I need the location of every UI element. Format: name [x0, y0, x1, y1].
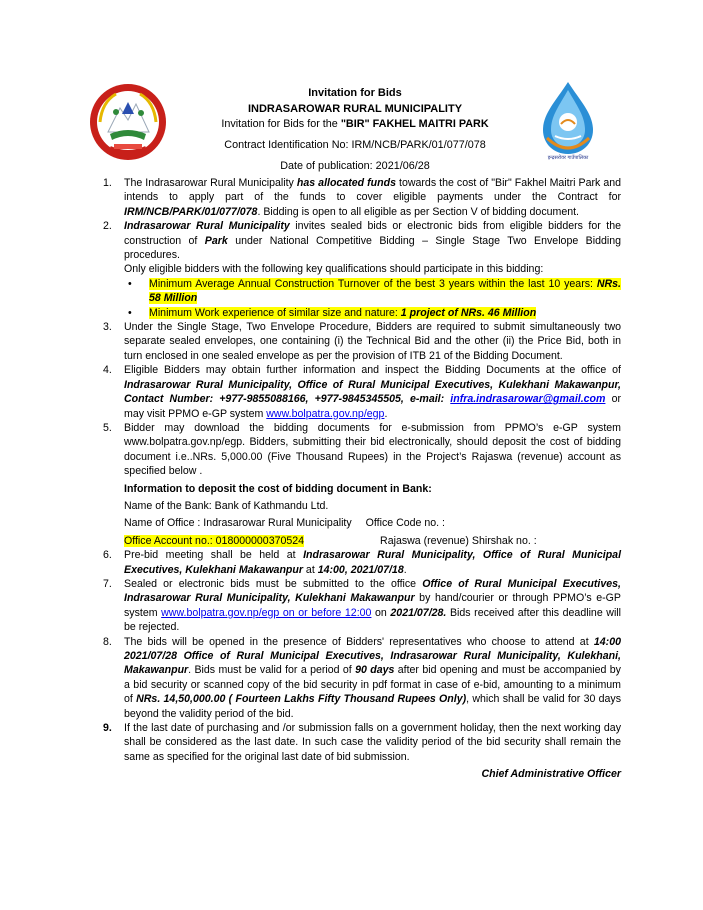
notice-title: Invitation for Bids	[308, 87, 402, 99]
text-run: , which shall be valid for 30 days beyond the validity period of the bid.	[124, 693, 622, 720]
text-run: invites sealed bids or electronic bids from eligible bidders for the construction of	[124, 220, 621, 247]
office-row	[124, 516, 621, 530]
item-text	[124, 176, 621, 219]
item-number: 8.	[103, 635, 112, 648]
list-item	[103, 577, 621, 635]
item-number: 3.	[103, 321, 112, 334]
text-run: .	[384, 407, 388, 420]
item-text	[124, 577, 621, 635]
list-item	[103, 635, 621, 721]
item-number: 6.	[103, 549, 112, 562]
subtitle-prefix: Invitation for Bids for the	[221, 118, 341, 130]
item-text	[124, 219, 621, 262]
list-item	[103, 421, 621, 548]
text-run: Under the Single Stage, Two Envelope Procedure, Bidders are required to submit simultaneously two separate sealed envelopes, one containing (i) the Technical Bid and the other (ii) the Price Bid, both in turn enclosed in one sealed envelope as per the provision of ITB 21 of the Bidding Document.	[124, 321, 621, 362]
item-text	[124, 635, 621, 721]
text-run: IRM/NCB/PARK/01/077/078	[124, 205, 258, 218]
text-run: Indrasarowar Rural Municipality	[124, 220, 290, 233]
text-run: NRs. 14,50,000.00 ( Fourteen Lakhs Fifty Thousand Rupees Only)	[136, 693, 467, 706]
text-run: 14:00, 2021/07/18	[317, 563, 404, 576]
bank-info-title: Information to deposit the cost of bidding document in Bank:	[124, 482, 432, 495]
text-run: by hand/courier or through PPMO’s e-GP system	[124, 592, 621, 619]
text-run: at	[302, 563, 318, 576]
contract-id: Contract Identification No: IRM/NCB/PARK/01/077/078	[224, 138, 486, 151]
text-run: NRs. 58 Million	[149, 277, 621, 305]
item-number: 7.	[103, 577, 112, 590]
text-run: Park	[204, 234, 228, 247]
project-name: "BIR" FAKHEL MAITRI PARK	[340, 118, 489, 130]
notice-subtitle	[170, 117, 540, 133]
text-run: has allocated funds	[296, 177, 396, 189]
item-text	[124, 320, 621, 363]
text-run: Minimum Work experience of similar size and nature:	[149, 306, 401, 319]
text-run: Office of Rural Municipal Executives, Indrasarowar Rural Municipality, Kulekhani Makawanpur	[124, 577, 621, 605]
government-emblem-icon	[86, 82, 170, 162]
text-run: Bidder may download the bidding documents for e-submission from PPMO’s e-GP system www.bolpatra.gov.np/egp. Bidders, submitting their bid electronically, should deposit the cost of bidding document i.e..NRs. 5,000.00 (Five Thousand Rupees) in the Project’s Rajaswa (revenue) account as specified below .	[124, 421, 621, 478]
text-run: after bid opening and must be accompanied by a bid security or scanned copy of the bid security in pdf format in case of e-bid, amounting to a minimum of	[124, 664, 621, 706]
item-text	[124, 721, 621, 764]
bullet-text	[149, 307, 536, 319]
text-run: Minimum Average Annual Construction Turnover of the best 3 years within the last 10 years:	[149, 277, 597, 290]
list-item	[103, 320, 621, 363]
text-run: or may visit PPMO e-GP system	[124, 393, 621, 420]
list-item	[103, 176, 621, 219]
text-run: The Indrasarowar Rural Municipality	[124, 177, 297, 189]
item-number: 5.	[103, 421, 112, 434]
list-item	[103, 548, 621, 577]
text-run: 90 days	[355, 664, 395, 677]
link-text[interactable]: infra.indrasarowar@gmail.com	[450, 393, 606, 406]
link-text[interactable]: www.bolpatra.gov.np/egp	[266, 407, 385, 420]
notice-header	[170, 86, 540, 175]
item-text	[124, 421, 621, 479]
text-run: Bids received after this deadline will be rejected.	[124, 606, 622, 634]
text-run: 1 project of NRs. 46 Million	[400, 306, 537, 319]
text-run: 14:00 2021/07/28 Office of Rural Municipal Executives, Indrasarowar Rural Municipality, Kulekhani, Makawanpur	[124, 635, 621, 677]
account-row	[124, 534, 621, 548]
item-text	[124, 548, 621, 577]
bullet-text	[149, 278, 621, 304]
text-run: under National Competitive Bidding – Single Stage Two Envelope Bidding procedures.	[124, 234, 621, 262]
list-item	[103, 363, 621, 421]
qualification-bullet	[124, 306, 621, 320]
item-number: 9.	[103, 722, 112, 735]
emblem-caption: इन्द्रसरोवर गाउँपालिका	[547, 155, 589, 160]
list-item	[103, 721, 621, 764]
signature-title: Chief Administrative Officer	[481, 768, 621, 781]
text-run: Eligible Bidders may obtain further information and inspect the Bidding Documents at the office of	[124, 364, 621, 377]
water-drop-emblem-icon	[537, 80, 599, 160]
bullet-icon: •	[128, 277, 132, 290]
bank-name: Name of the Bank: Bank of Kathmandu Ltd.	[124, 499, 329, 512]
qualification-bullet	[124, 277, 621, 306]
office-code: Office Code no. :	[365, 517, 445, 530]
text-run: If the last date of purchasing and /or submission falls on a government holiday, then the next working day shall be considered as the last date. In such case the validity period of the bid security shall remain the same as specified for the original last date of bid submission.	[124, 722, 621, 763]
text-run: Pre-bid meeting shall be held at	[124, 549, 304, 562]
list-item	[103, 219, 621, 320]
text-run: . Bids must be valid for a period of	[188, 664, 356, 677]
publication-date: Date of publication: 2021/06/28	[280, 160, 430, 172]
text-run: towards the cost of "Bir" Fakhel Maitri Park and intends to apply part of the funds to cover eligible payments under the Contract for	[124, 177, 622, 204]
item-extra-text: Only eligible bidders with the following key qualifications should participate in this bidding:	[124, 263, 544, 276]
bullet-icon: •	[128, 306, 132, 319]
text-run: Indrasarowar Rural Municipality, Office of Rural Municipal Executives, Kulekhani Makawanpur	[124, 549, 622, 576]
text-run: . Bidding is open to all eligible as per Section V of bidding document.	[257, 205, 580, 218]
organization-name: INDRASAROWAR RURAL MUNICIPALITY	[247, 102, 463, 115]
office-account: Office Account no.: 018000000370524	[124, 534, 305, 547]
item-number: 2.	[103, 220, 112, 233]
text-run: 2021/07/28.	[390, 606, 447, 619]
text-run: The bids will be opened in the presence of Bidders' representatives who choose to attend at	[124, 635, 594, 648]
notice-body	[103, 176, 621, 782]
rajaswa-shirshak: Rajaswa (revenue) Shirshak no. :	[380, 534, 537, 547]
text-run: Sealed or electronic bids must be submitted to the office	[124, 577, 423, 590]
link-text[interactable]: www.bolpatra.gov.np/egp on or before 12:00	[161, 606, 372, 619]
text-run: Indrasarowar Rural Municipality, Office of Rural Municipal Executives, Kulekhani Makawanpur, Contact Number: +977-9855088166, +977-9845345505, e-mail:	[124, 378, 621, 406]
item-number: 4.	[103, 364, 112, 377]
item-text	[124, 363, 621, 421]
text-run: on	[371, 606, 391, 619]
item-number: 1.	[103, 177, 112, 189]
text-run: .	[403, 563, 407, 576]
office-name: Name of Office : Indrasarowar Rural Municipality	[124, 517, 352, 530]
